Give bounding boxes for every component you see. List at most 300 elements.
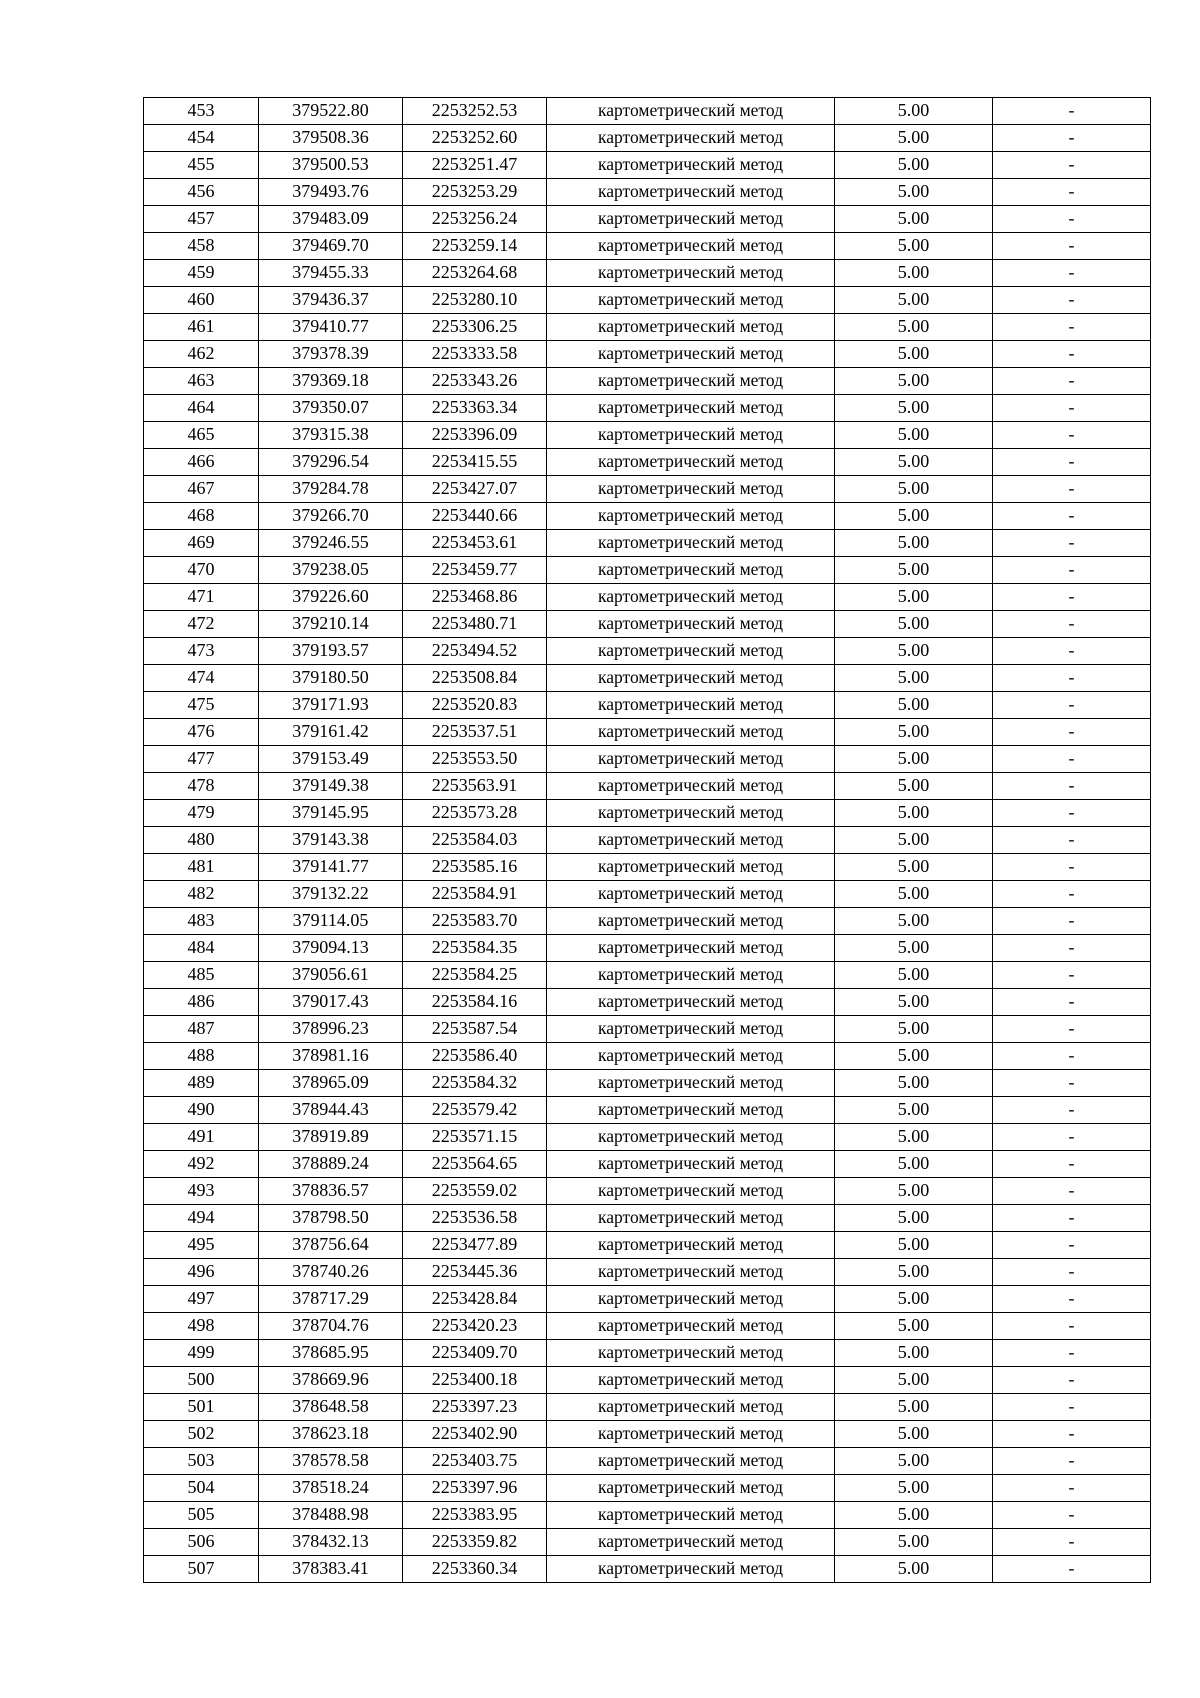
method-cell: картометрический метод [547,773,835,800]
note-cell: - [993,1340,1151,1367]
point-number-cell: 494 [144,1205,259,1232]
point-number-cell: 495 [144,1232,259,1259]
point-number-cell: 486 [144,989,259,1016]
accuracy-cell: 5.00 [835,1070,993,1097]
method-cell: картометрический метод [547,1340,835,1367]
method-cell: картометрический метод [547,692,835,719]
accuracy-cell: 5.00 [835,611,993,638]
x-coordinate-cell: 379226.60 [259,584,403,611]
method-cell: картометрический метод [547,152,835,179]
table-row [144,206,1151,233]
method-cell: картометрический метод [547,287,835,314]
note-cell: - [993,1124,1151,1151]
method-cell: картометрический метод [547,260,835,287]
y-coordinate-cell: 2253383.95 [403,1502,547,1529]
point-number-cell: 501 [144,1394,259,1421]
x-coordinate-cell: 379469.70 [259,233,403,260]
table-row [144,125,1151,152]
y-coordinate-cell: 2253280.10 [403,287,547,314]
accuracy-cell: 5.00 [835,314,993,341]
table-row [144,98,1151,125]
y-coordinate-cell: 2253343.26 [403,368,547,395]
method-cell: картометрический метод [547,1556,835,1583]
y-coordinate-cell: 2253420.23 [403,1313,547,1340]
accuracy-cell: 5.00 [835,1151,993,1178]
note-cell: - [993,1070,1151,1097]
accuracy-cell: 5.00 [835,989,993,1016]
accuracy-cell: 5.00 [835,1556,993,1583]
y-coordinate-cell: 2253397.96 [403,1475,547,1502]
x-coordinate-cell: 378518.24 [259,1475,403,1502]
point-number-cell: 479 [144,800,259,827]
accuracy-cell: 5.00 [835,827,993,854]
note-cell: - [993,341,1151,368]
y-coordinate-cell: 2253459.77 [403,557,547,584]
y-coordinate-cell: 2253445.36 [403,1259,547,1286]
point-number-cell: 492 [144,1151,259,1178]
x-coordinate-cell: 378740.26 [259,1259,403,1286]
x-coordinate-cell: 379094.13 [259,935,403,962]
note-cell: - [993,962,1151,989]
y-coordinate-cell: 2253564.65 [403,1151,547,1178]
accuracy-cell: 5.00 [835,1367,993,1394]
note-cell: - [993,152,1151,179]
y-coordinate-cell: 2253333.58 [403,341,547,368]
method-cell: картометрический метод [547,503,835,530]
note-cell: - [993,179,1151,206]
table-row [144,638,1151,665]
table-row [144,314,1151,341]
x-coordinate-cell: 378704.76 [259,1313,403,1340]
table-row [144,287,1151,314]
note-cell: - [993,665,1151,692]
accuracy-cell: 5.00 [835,125,993,152]
table-row [144,1313,1151,1340]
method-cell: картометрический метод [547,1043,835,1070]
point-number-cell: 457 [144,206,259,233]
x-coordinate-cell: 378981.16 [259,1043,403,1070]
accuracy-cell: 5.00 [835,1421,993,1448]
method-cell: картометрический метод [547,1232,835,1259]
x-coordinate-cell: 379483.09 [259,206,403,233]
method-cell: картометрический метод [547,1421,835,1448]
table-row [144,422,1151,449]
y-coordinate-cell: 2253477.89 [403,1232,547,1259]
table-row [144,1151,1151,1178]
method-cell: картометрический метод [547,935,835,962]
point-number-cell: 504 [144,1475,259,1502]
point-number-cell: 458 [144,233,259,260]
point-number-cell: 497 [144,1286,259,1313]
point-number-cell: 489 [144,1070,259,1097]
x-coordinate-cell: 379180.50 [259,665,403,692]
x-coordinate-cell: 379266.70 [259,503,403,530]
table-row [144,260,1151,287]
x-coordinate-cell: 378836.57 [259,1178,403,1205]
x-coordinate-cell: 378488.98 [259,1502,403,1529]
x-coordinate-cell: 378648.58 [259,1394,403,1421]
accuracy-cell: 5.00 [835,1124,993,1151]
point-number-cell: 505 [144,1502,259,1529]
x-coordinate-cell: 379141.77 [259,854,403,881]
y-coordinate-cell: 2253584.25 [403,962,547,989]
x-coordinate-cell: 379149.38 [259,773,403,800]
x-coordinate-cell: 379238.05 [259,557,403,584]
note-cell: - [993,854,1151,881]
method-cell: картометрический метод [547,1151,835,1178]
point-number-cell: 476 [144,719,259,746]
y-coordinate-cell: 2253508.84 [403,665,547,692]
accuracy-cell: 5.00 [835,935,993,962]
note-cell: - [993,1205,1151,1232]
y-coordinate-cell: 2253584.03 [403,827,547,854]
point-number-cell: 462 [144,341,259,368]
y-coordinate-cell: 2253363.34 [403,395,547,422]
y-coordinate-cell: 2253587.54 [403,1016,547,1043]
method-cell: картометрический метод [547,827,835,854]
method-cell: картометрический метод [547,989,835,1016]
accuracy-cell: 5.00 [835,1475,993,1502]
table-row [144,854,1151,881]
method-cell: картометрический метод [547,854,835,881]
method-cell: картометрический метод [547,422,835,449]
method-cell: картометрический метод [547,1070,835,1097]
note-cell: - [993,1367,1151,1394]
accuracy-cell: 5.00 [835,1529,993,1556]
point-number-cell: 488 [144,1043,259,1070]
note-cell: - [993,368,1151,395]
y-coordinate-cell: 2253584.16 [403,989,547,1016]
y-coordinate-cell: 2253573.28 [403,800,547,827]
x-coordinate-cell: 379017.43 [259,989,403,1016]
x-coordinate-cell: 378717.29 [259,1286,403,1313]
accuracy-cell: 5.00 [835,1502,993,1529]
y-coordinate-cell: 2253259.14 [403,233,547,260]
accuracy-cell: 5.00 [835,746,993,773]
note-cell: - [993,1448,1151,1475]
table-row [144,1043,1151,1070]
method-cell: картометрический метод [547,341,835,368]
accuracy-cell: 5.00 [835,503,993,530]
accuracy-cell: 5.00 [835,800,993,827]
note-cell: - [993,1259,1151,1286]
y-coordinate-cell: 2253409.70 [403,1340,547,1367]
point-number-cell: 478 [144,773,259,800]
x-coordinate-cell: 379378.39 [259,341,403,368]
method-cell: картометрический метод [547,1475,835,1502]
y-coordinate-cell: 2253403.75 [403,1448,547,1475]
y-coordinate-cell: 2253584.35 [403,935,547,962]
point-number-cell: 473 [144,638,259,665]
note-cell: - [993,1286,1151,1313]
accuracy-cell: 5.00 [835,233,993,260]
accuracy-cell: 5.00 [835,395,993,422]
y-coordinate-cell: 2253428.84 [403,1286,547,1313]
accuracy-cell: 5.00 [835,1313,993,1340]
accuracy-cell: 5.00 [835,854,993,881]
table-row [144,989,1151,1016]
accuracy-cell: 5.00 [835,1232,993,1259]
note-cell: - [993,476,1151,503]
accuracy-cell: 5.00 [835,962,993,989]
note-cell: - [993,827,1151,854]
y-coordinate-cell: 2253520.83 [403,692,547,719]
x-coordinate-cell: 379210.14 [259,611,403,638]
note-cell: - [993,1097,1151,1124]
table-row [144,1502,1151,1529]
note-cell: - [993,1556,1151,1583]
x-coordinate-cell: 379143.38 [259,827,403,854]
accuracy-cell: 5.00 [835,1448,993,1475]
method-cell: картометрический метод [547,584,835,611]
point-number-cell: 471 [144,584,259,611]
x-coordinate-cell: 379410.77 [259,314,403,341]
y-coordinate-cell: 2253253.29 [403,179,547,206]
table-row [144,1340,1151,1367]
x-coordinate-cell: 379114.05 [259,908,403,935]
x-coordinate-cell: 378383.41 [259,1556,403,1583]
table-row [144,1475,1151,1502]
table-row [144,584,1151,611]
note-cell: - [993,1043,1151,1070]
y-coordinate-cell: 2253402.90 [403,1421,547,1448]
table-row [144,449,1151,476]
accuracy-cell: 5.00 [835,152,993,179]
y-coordinate-cell: 2253359.82 [403,1529,547,1556]
y-coordinate-cell: 2253583.70 [403,908,547,935]
note-cell: - [993,989,1151,1016]
y-coordinate-cell: 2253400.18 [403,1367,547,1394]
y-coordinate-cell: 2253397.23 [403,1394,547,1421]
accuracy-cell: 5.00 [835,1259,993,1286]
table-row [144,1394,1151,1421]
y-coordinate-cell: 2253468.86 [403,584,547,611]
table-row [144,1016,1151,1043]
method-cell: картометрический метод [547,530,835,557]
accuracy-cell: 5.00 [835,1286,993,1313]
accuracy-cell: 5.00 [835,638,993,665]
table-row [144,935,1151,962]
table-row [144,611,1151,638]
x-coordinate-cell: 379493.76 [259,179,403,206]
point-number-cell: 500 [144,1367,259,1394]
method-cell: картометрический метод [547,557,835,584]
note-cell: - [993,1178,1151,1205]
method-cell: картометрический метод [547,395,835,422]
accuracy-cell: 5.00 [835,1178,993,1205]
point-number-cell: 485 [144,962,259,989]
accuracy-cell: 5.00 [835,692,993,719]
y-coordinate-cell: 2253585.16 [403,854,547,881]
point-number-cell: 474 [144,665,259,692]
x-coordinate-cell: 379145.95 [259,800,403,827]
note-cell: - [993,1529,1151,1556]
point-number-cell: 455 [144,152,259,179]
point-number-cell: 493 [144,1178,259,1205]
x-coordinate-cell: 378889.24 [259,1151,403,1178]
point-number-cell: 498 [144,1313,259,1340]
method-cell: картометрический метод [547,638,835,665]
x-coordinate-cell: 379284.78 [259,476,403,503]
method-cell: картометрический метод [547,1286,835,1313]
point-number-cell: 464 [144,395,259,422]
point-number-cell: 453 [144,98,259,125]
table-row [144,152,1151,179]
x-coordinate-cell: 378669.96 [259,1367,403,1394]
method-cell: картометрический метод [547,1016,835,1043]
y-coordinate-cell: 2253264.68 [403,260,547,287]
y-coordinate-cell: 2253584.32 [403,1070,547,1097]
x-coordinate-cell: 379161.42 [259,719,403,746]
method-cell: картометрический метод [547,368,835,395]
table-row [144,1232,1151,1259]
table-row [144,1556,1151,1583]
y-coordinate-cell: 2253306.25 [403,314,547,341]
point-number-cell: 503 [144,1448,259,1475]
table-row [144,1205,1151,1232]
method-cell: картометрический метод [547,233,835,260]
note-cell: - [993,692,1151,719]
x-coordinate-cell: 379500.53 [259,152,403,179]
table-row [144,692,1151,719]
note-cell: - [993,638,1151,665]
y-coordinate-cell: 2253252.60 [403,125,547,152]
y-coordinate-cell: 2253252.53 [403,98,547,125]
table-row [144,1367,1151,1394]
accuracy-cell: 5.00 [835,341,993,368]
table-row [144,1421,1151,1448]
table-row [144,881,1151,908]
method-cell: картометрический метод [547,98,835,125]
method-cell: картометрический метод [547,1367,835,1394]
x-coordinate-cell: 379132.22 [259,881,403,908]
x-coordinate-cell: 378756.64 [259,1232,403,1259]
point-number-cell: 460 [144,287,259,314]
accuracy-cell: 5.00 [835,584,993,611]
note-cell: - [993,773,1151,800]
method-cell: картометрический метод [547,1394,835,1421]
note-cell: - [993,314,1151,341]
y-coordinate-cell: 2253563.91 [403,773,547,800]
method-cell: картометрический метод [547,665,835,692]
note-cell: - [993,1151,1151,1178]
x-coordinate-cell: 378965.09 [259,1070,403,1097]
table-row [144,530,1151,557]
method-cell: картометрический метод [547,449,835,476]
table-row [144,719,1151,746]
table-row [144,557,1151,584]
note-cell: - [993,233,1151,260]
method-cell: картометрический метод [547,1259,835,1286]
table-row [144,1124,1151,1151]
x-coordinate-cell: 379246.55 [259,530,403,557]
note-cell: - [993,746,1151,773]
point-number-cell: 490 [144,1097,259,1124]
accuracy-cell: 5.00 [835,1097,993,1124]
point-number-cell: 465 [144,422,259,449]
y-coordinate-cell: 2253415.55 [403,449,547,476]
x-coordinate-cell: 378685.95 [259,1340,403,1367]
y-coordinate-cell: 2253427.07 [403,476,547,503]
accuracy-cell: 5.00 [835,260,993,287]
x-coordinate-cell: 378623.18 [259,1421,403,1448]
accuracy-cell: 5.00 [835,1205,993,1232]
table-row [144,1178,1151,1205]
note-cell: - [993,395,1151,422]
x-coordinate-cell: 378432.13 [259,1529,403,1556]
method-cell: картометрический метод [547,800,835,827]
note-cell: - [993,530,1151,557]
accuracy-cell: 5.00 [835,368,993,395]
table-row [144,1070,1151,1097]
accuracy-cell: 5.00 [835,1043,993,1070]
note-cell: - [993,1313,1151,1340]
x-coordinate-cell: 379455.33 [259,260,403,287]
method-cell: картометрический метод [547,719,835,746]
method-cell: картометрический метод [547,1448,835,1475]
x-coordinate-cell: 379296.54 [259,449,403,476]
x-coordinate-cell: 379171.93 [259,692,403,719]
note-cell: - [993,1232,1151,1259]
point-number-cell: 470 [144,557,259,584]
x-coordinate-cell: 378919.89 [259,1124,403,1151]
method-cell: картометрический метод [547,206,835,233]
accuracy-cell: 5.00 [835,557,993,584]
point-number-cell: 480 [144,827,259,854]
y-coordinate-cell: 2253360.34 [403,1556,547,1583]
point-number-cell: 461 [144,314,259,341]
point-number-cell: 475 [144,692,259,719]
point-number-cell: 487 [144,1016,259,1043]
method-cell: картометрический метод [547,125,835,152]
point-number-cell: 469 [144,530,259,557]
x-coordinate-cell: 379153.49 [259,746,403,773]
y-coordinate-cell: 2253440.66 [403,503,547,530]
x-coordinate-cell: 378798.50 [259,1205,403,1232]
note-cell: - [993,449,1151,476]
point-number-cell: 483 [144,908,259,935]
point-number-cell: 466 [144,449,259,476]
table-row [144,827,1151,854]
note-cell: - [993,206,1151,233]
table-row [144,800,1151,827]
x-coordinate-cell: 379056.61 [259,962,403,989]
point-number-cell: 468 [144,503,259,530]
x-coordinate-cell: 378996.23 [259,1016,403,1043]
coordinates-table [143,97,1151,1583]
table-row [144,908,1151,935]
accuracy-cell: 5.00 [835,422,993,449]
accuracy-cell: 5.00 [835,476,993,503]
y-coordinate-cell: 2253553.50 [403,746,547,773]
note-cell: - [993,800,1151,827]
accuracy-cell: 5.00 [835,287,993,314]
x-coordinate-cell: 378578.58 [259,1448,403,1475]
note-cell: - [993,1394,1151,1421]
note-cell: - [993,881,1151,908]
table-row [144,341,1151,368]
note-cell: - [993,422,1151,449]
x-coordinate-cell: 379315.38 [259,422,403,449]
point-number-cell: 472 [144,611,259,638]
y-coordinate-cell: 2253251.47 [403,152,547,179]
accuracy-cell: 5.00 [835,449,993,476]
x-coordinate-cell: 379369.18 [259,368,403,395]
table-row [144,962,1151,989]
table-row [144,773,1151,800]
table-row [144,476,1151,503]
table-row [144,665,1151,692]
